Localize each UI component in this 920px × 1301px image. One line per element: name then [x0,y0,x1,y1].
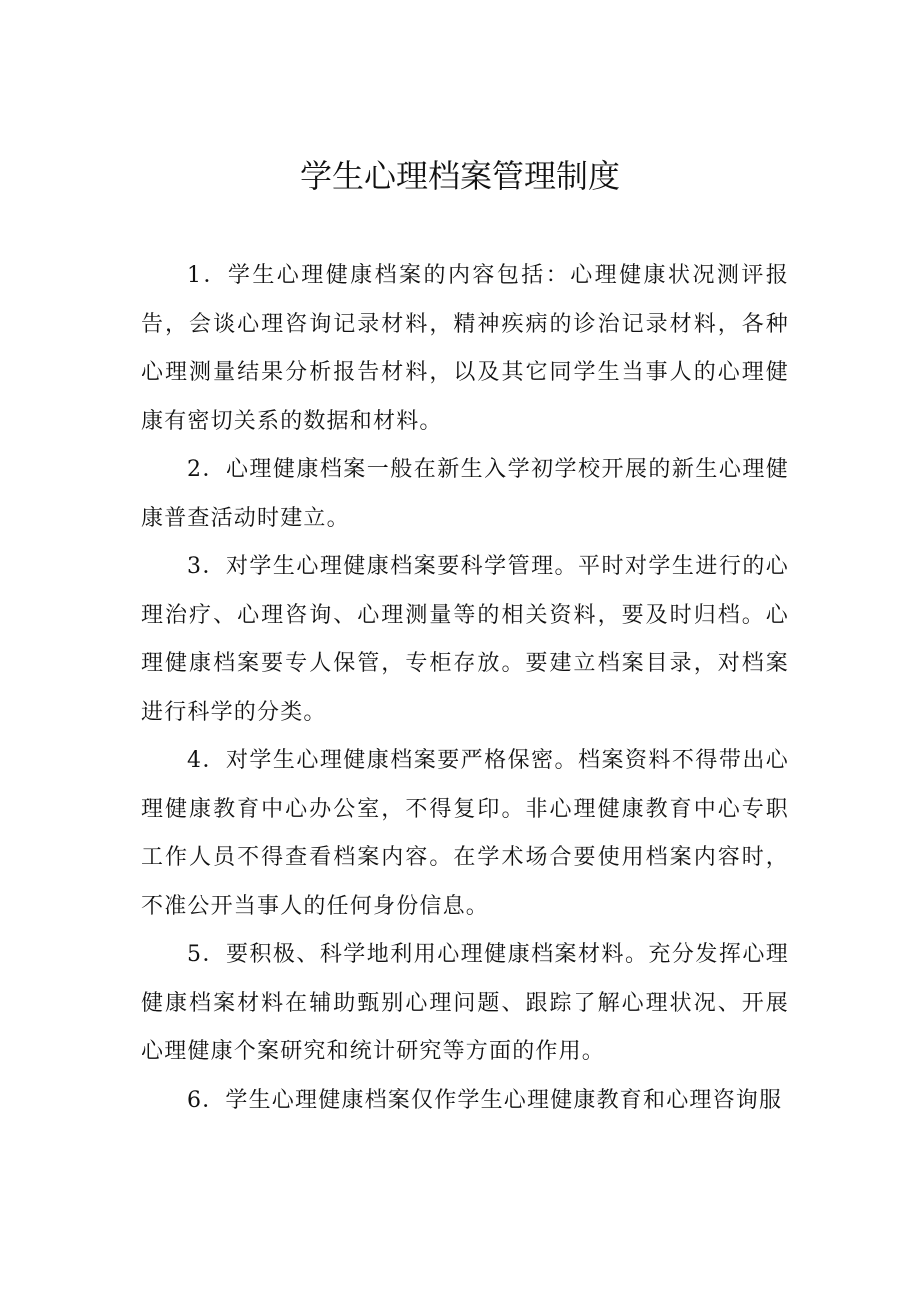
paragraph-1: 1．学生心理健康档案的内容包括：心理健康状况测评报告，会谈心理咨询记录材料，精神疾病的诊治记录材料，各种心理测量结果分析报告材料，以及其它同学生当事人的心理健康有密切关系的数据和材料。 [141,263,789,434]
paragraph-6: 6．学生心理健康档案仅作学生心理健康教育和心理咨询服 [187,1087,783,1113]
paragraph-3: 3．对学生心理健康档案要科学管理。平时对学生进行的心理治疗、心理咨询、心理测量等的相关资料，要及时归档。心理健康档案要专人保管，专柜存放。要建立档案目录，对档案进行科学的分类。 [141,554,789,725]
document-body [141,252,789,1125]
paragraph-2: 2．心理健康档案一般在新生入学初学校开展的新生心理健康普查活动时建立。 [141,457,789,531]
document-title: 学生心理档案管理制度 [299,157,620,195]
paragraph-4: 4．对学生心理健康档案要严格保密。档案资料不得带出心理健康教育中心办公室，不得复印。非心理健康教育中心专职工作人员不得查看档案内容。在学术场合要使用档案内容时，不准公开当事人的任何身份信息。 [141,748,789,919]
paragraph-5: 5．要积极、科学地利用心理健康档案材料。充分发挥心理健康档案材料在辅助甄别心理问题、跟踪了解心理状况、开展心理健康个案研究和统计研究等方面的作用。 [141,942,789,1064]
